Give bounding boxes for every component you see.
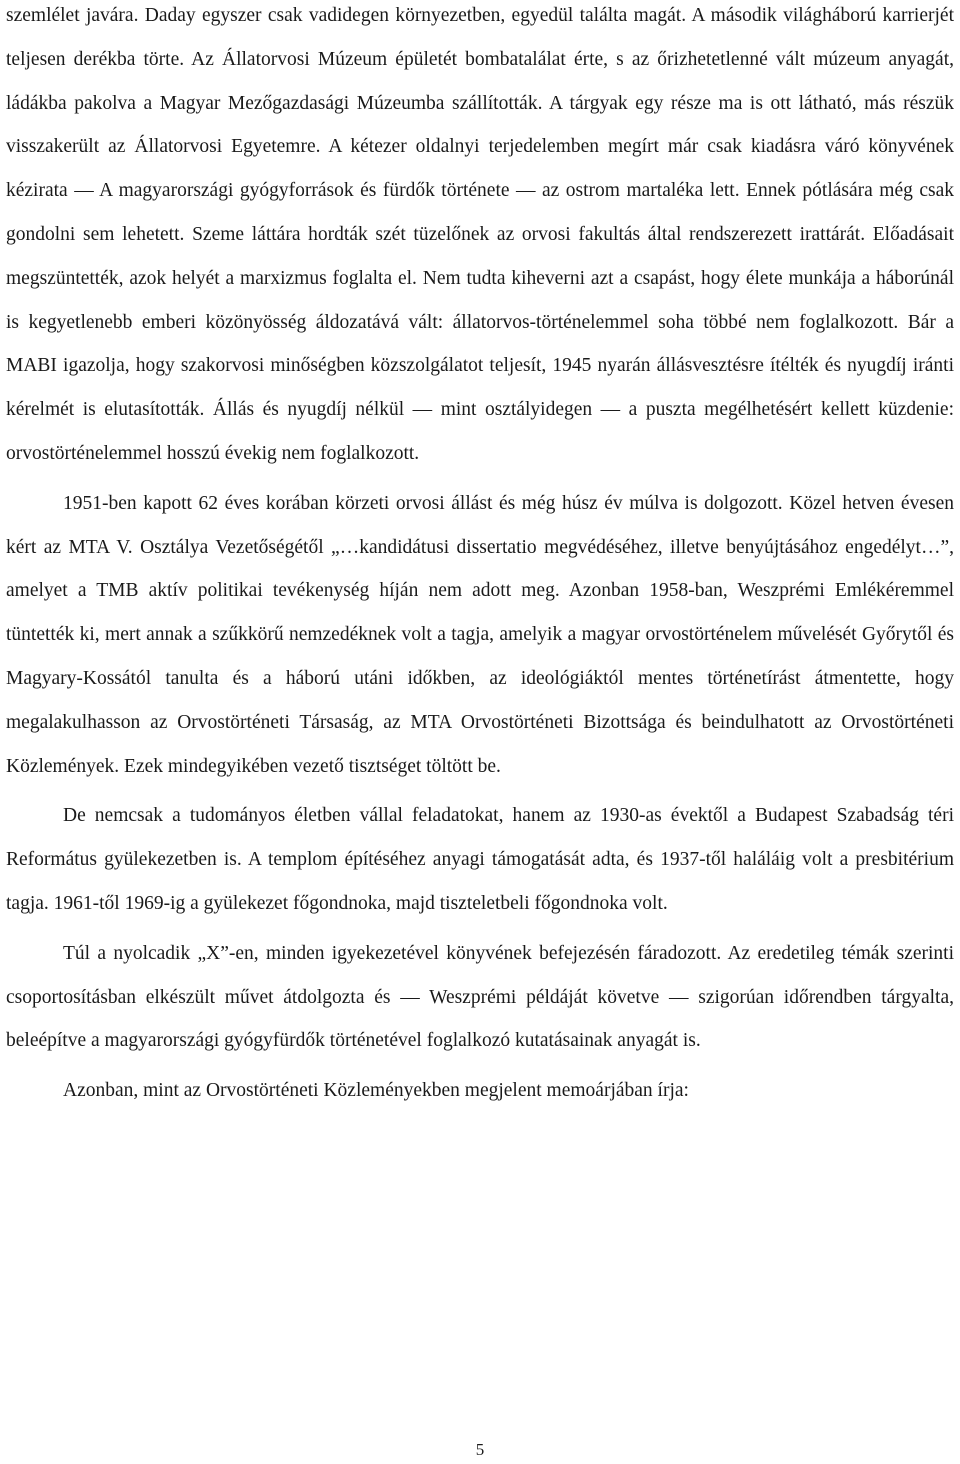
document-page xyxy=(6,0,954,1113)
paragraph-post-war-career: 1951-ben kapott 62 éves korában körzeti orvosi állást és még húsz év múlva is dolgozott. Közel hetven évesen kért az MTA V. Osztálya Vezetőségétől „…kandidátusi dissertatio megvédéséhez, illetve benyújtásához engedélyt…”, amelyet a TMB aktív politikai tevékenység híján nem adott meg. Azonban 1958-ban, Weszprémi Emlékéremmel tüntették ki, mert annak a szűkkörű nemzedéknek volt a tagja, amelyik a magyar orvostörténelem művelését Győrytől és Magyary-Kossától tanulta és a háború utáni időkben, az ideológiáktól mentes történetírást átmentette, hogy megalakulhasson az Orvostörténeti Társaság, az MTA Orvostörténeti Bizottsága és beindulhatott az Orvostörténeti Közlemények. Ezek mindegyikében vezető tisztséget töltött be. xyxy=(6,492,954,777)
page-number: 5 xyxy=(475,1440,485,1459)
paragraph-church-service: De nemcsak a tudományos életben vállal feladatokat, hanem az 1930-as évektől a Budapest Szabadság téri Református gyülekezetben is. A templom építéséhez anyagi támogatását adta, és 1937-től haláláig volt a presbitérium tagja. 1961-től 1969-ig a gyülekezet főgondnoka, majd tiszteletbeli főgondnoka volt. xyxy=(6,805,954,914)
paragraph-final-work: Túl a nyolcadik „X”-en, minden igyekezetével könyvének befejezésén fáradozott. Az eredetileg témák szerinti csoportosításban elkészült művet átdolgozta és ― Weszprémi példáját követve ― szigorúan időrendben tárgyalta, beleépítve a magyarországi gyógyfürdők történetével foglalkozó kutatásainak anyagát is. xyxy=(6,942,954,1052)
paragraph-war-losses: szemlélet javára. Daday egyszer csak vadidegen környezetben, egyedül találta magát. A második világháború karrierjét teljesen derékba törte. Az Állatorvosi Múzeum épületét bombatalálat érte, s az őrizhetetlenné vált múzeum anyagát, ládákba pakolva a Magyar Mezőgazdasági Múzeumba szállították. A tárgyak egy része ma is ott látható, más részük visszakerült az Állatorvosi Egyetemre. A kétezer oldalnyi terjedelemben megírt már csak kiadásra váró könyvének kézirata ― A magyarországi gyógyforrások és fürdők története ― az ostrom martaléka lett. Ennek pótlására még csak gondolni sem lehetett. Szeme láttára hordták szét tüzelőnek az orvosi fakultás által rendszerezett irattárát. Előadásait megszüntették, azok helyét a marxizmus foglalta el. Nem tudta kiheverni azt a csapást, hogy élete munkája a háborúnál is kegyetlenebb emberi közönyösség áldozatává vált: állatorvos-történelemmel soha többé nem foglalkozott. Bár a MABI igazolja, hogy szakorvosi minőségben közszolgálatot teljesít, 1945 nyarán állásvesztésre ítélték és nyugdíj iránti kérelmét is elutasították. Állás és nyugdíj nélkül ― mint osztályidegen ― a puszta megélhetésért kellett küzdenie: orvostörténelemmel hosszú évekig nem foglalkozott. xyxy=(6,5,954,464)
paragraph-memoir-intro: Azonban, mint az Orvostörténeti Közleményekben megjelent memoárjában írja: xyxy=(63,1080,689,1102)
